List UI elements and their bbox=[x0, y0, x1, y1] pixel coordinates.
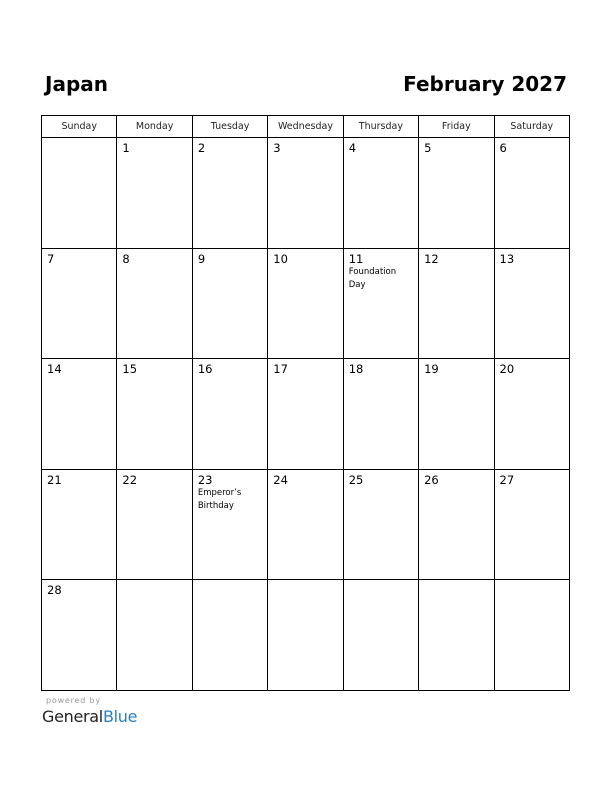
day-number: 3 bbox=[273, 141, 281, 155]
weekday-header-monday: Monday bbox=[117, 116, 192, 138]
weekday-header-friday: Friday bbox=[419, 116, 494, 138]
day-cell bbox=[494, 138, 569, 249]
day-number: 17 bbox=[273, 362, 288, 376]
day-cell bbox=[192, 580, 267, 691]
day-cell bbox=[117, 580, 192, 691]
day-number: 20 bbox=[499, 362, 515, 376]
week-row bbox=[42, 359, 570, 470]
day-cell bbox=[117, 359, 192, 470]
day-cell-holiday bbox=[343, 248, 418, 359]
day-cell bbox=[419, 138, 494, 249]
day-number: 4 bbox=[348, 141, 357, 155]
week-row bbox=[42, 248, 570, 359]
day-cell bbox=[419, 580, 494, 691]
weekday-header-row bbox=[42, 116, 570, 138]
day-number: 16 bbox=[197, 362, 213, 376]
day-number: 12 bbox=[424, 251, 439, 266]
day-number: 6 bbox=[499, 141, 507, 155]
day-number: 23 bbox=[197, 472, 213, 487]
month-calendar-grid bbox=[41, 115, 570, 691]
day-cell bbox=[42, 580, 117, 691]
brand-name-general: General bbox=[42, 707, 103, 726]
footer-branding bbox=[42, 696, 137, 728]
day-number: 10 bbox=[273, 251, 288, 266]
day-cell bbox=[268, 580, 343, 691]
day-number: 11 bbox=[348, 251, 364, 266]
day-cell bbox=[268, 469, 343, 580]
day-cell bbox=[419, 359, 494, 470]
day-cell bbox=[117, 469, 192, 580]
day-cell bbox=[268, 359, 343, 470]
day-number bbox=[268, 580, 342, 583]
day-number bbox=[495, 580, 569, 583]
day-cell bbox=[343, 138, 418, 249]
day-number: 14 bbox=[47, 362, 62, 376]
day-cell bbox=[343, 469, 418, 580]
day-cell bbox=[343, 580, 418, 691]
weekday-header-tuesday: Tuesday bbox=[192, 116, 267, 138]
calendar-header bbox=[45, 70, 567, 100]
day-number: 9 bbox=[197, 251, 206, 266]
day-number bbox=[419, 580, 493, 583]
day-number: 28 bbox=[47, 583, 62, 597]
day-cell-holiday bbox=[192, 469, 267, 580]
day-cell bbox=[494, 248, 569, 359]
day-number: 25 bbox=[348, 472, 364, 487]
day-cell bbox=[42, 248, 117, 359]
day-cell bbox=[268, 248, 343, 359]
day-cell bbox=[42, 359, 117, 470]
week-row bbox=[42, 580, 570, 691]
day-number: 1 bbox=[122, 141, 130, 155]
day-number: 27 bbox=[499, 472, 515, 487]
day-number: 21 bbox=[47, 472, 62, 487]
day-cell bbox=[42, 469, 117, 580]
day-number: 2 bbox=[197, 141, 206, 155]
day-number: 5 bbox=[424, 141, 432, 155]
day-number: 8 bbox=[122, 251, 130, 266]
brand-logo[interactable] bbox=[42, 706, 137, 728]
day-number: 26 bbox=[424, 472, 439, 487]
brand-name-blue: Blue bbox=[102, 707, 138, 726]
day-number: 19 bbox=[424, 362, 439, 376]
day-cell bbox=[42, 138, 117, 249]
day-cell bbox=[117, 248, 192, 359]
day-number: 7 bbox=[47, 251, 55, 266]
day-number bbox=[344, 580, 418, 583]
day-cell bbox=[192, 248, 267, 359]
weekday-header-saturday: Saturday bbox=[494, 116, 569, 138]
day-cell bbox=[117, 138, 192, 249]
day-cell bbox=[343, 359, 418, 470]
day-number: 18 bbox=[348, 362, 364, 376]
day-number: 22 bbox=[122, 472, 138, 487]
day-number: 13 bbox=[499, 251, 515, 266]
weekday-header-thursday: Thursday bbox=[343, 116, 418, 138]
day-cell bbox=[494, 469, 569, 580]
weekday-header-wednesday: Wednesday bbox=[268, 116, 343, 138]
week-row bbox=[42, 138, 570, 249]
day-cell bbox=[192, 138, 267, 249]
weekday-header-sunday: Sunday bbox=[42, 116, 117, 138]
day-cell bbox=[494, 580, 569, 691]
day-cell bbox=[419, 248, 494, 359]
holiday-label: Foundation Day bbox=[348, 266, 397, 290]
day-cell bbox=[192, 359, 267, 470]
day-number bbox=[193, 580, 267, 583]
day-number: 15 bbox=[122, 362, 138, 376]
day-cell bbox=[268, 138, 343, 249]
holiday-label: Emperor’s Birthday bbox=[197, 487, 242, 511]
day-cell bbox=[419, 469, 494, 580]
month-year-title: February 2027 bbox=[403, 72, 567, 96]
day-cell bbox=[494, 359, 569, 470]
powered-by-label: powered by bbox=[46, 696, 101, 705]
day-number: 24 bbox=[273, 472, 288, 487]
day-number bbox=[117, 580, 191, 583]
week-row bbox=[42, 469, 570, 580]
day-number bbox=[42, 138, 116, 141]
country-title: Japan bbox=[45, 72, 108, 96]
